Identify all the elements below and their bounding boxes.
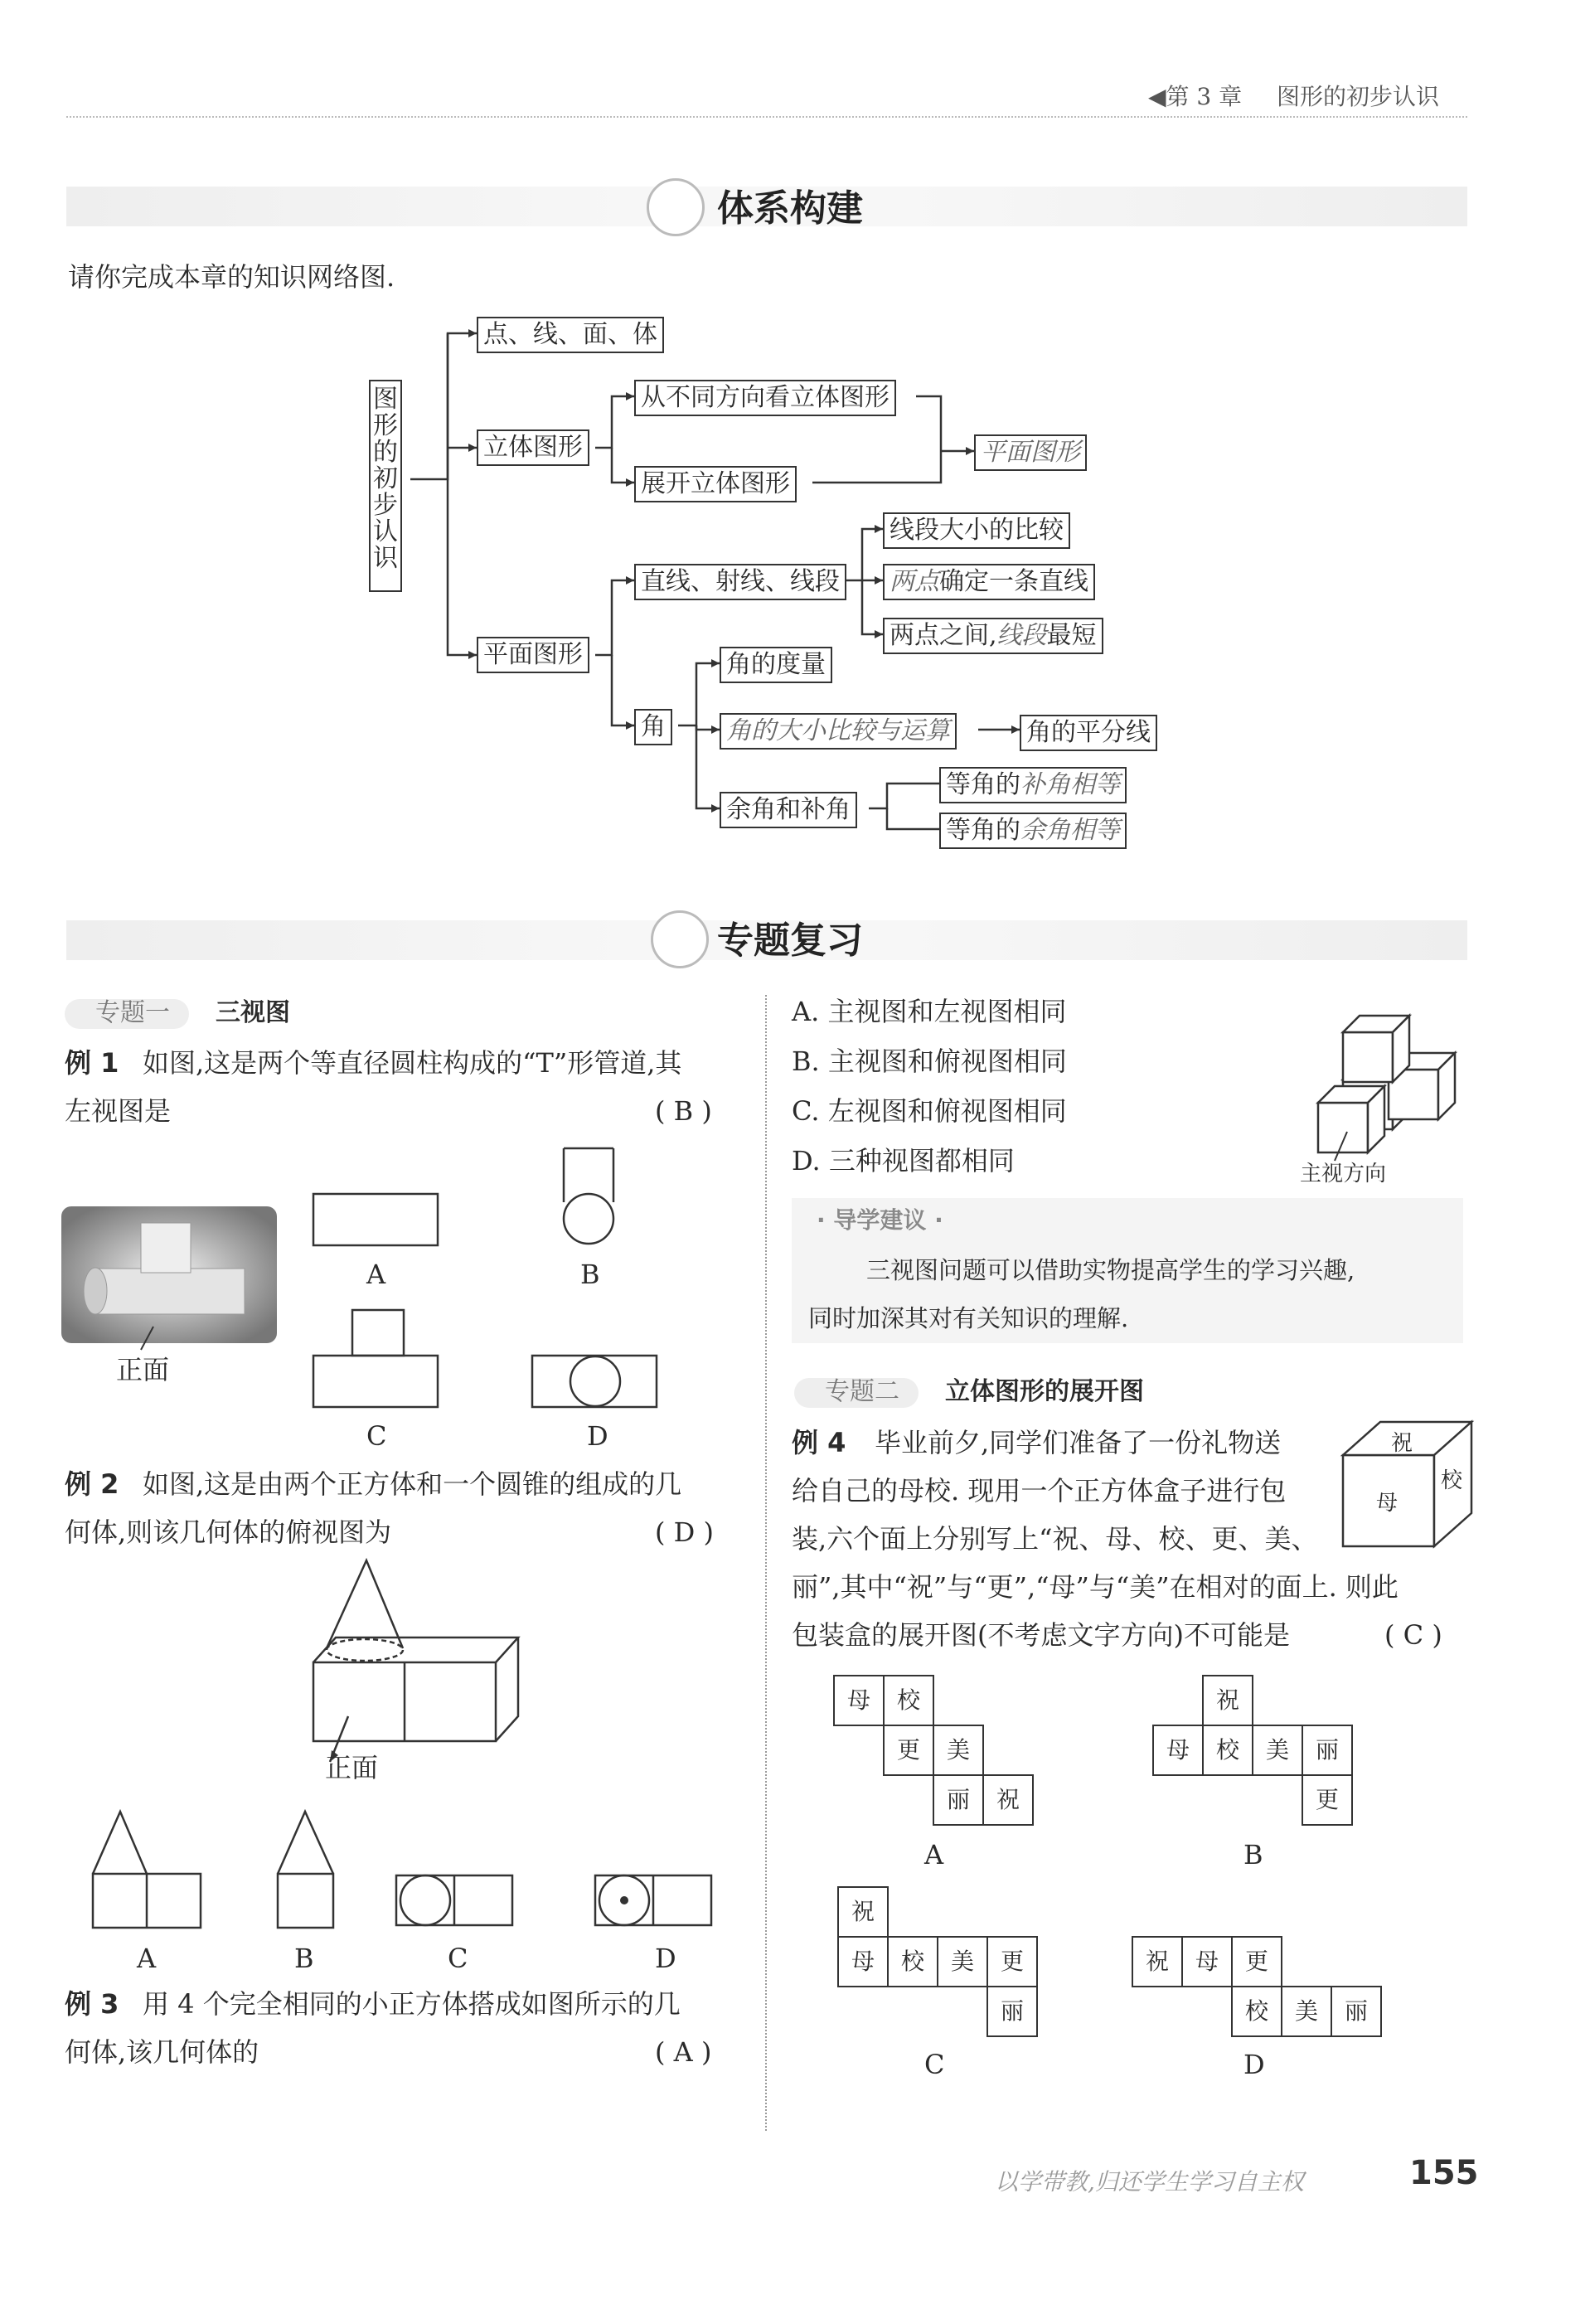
ex2-text-2: 何体,则该几何体的俯视图为 [65, 1516, 392, 1548]
ex3-label: 例 3 [65, 1988, 119, 2020]
netC-cell: 母 [837, 1936, 889, 1987]
ex3-choice-d[interactable]: D. 三种视图都相同 [792, 1145, 1015, 1177]
ex3-choice-c[interactable]: C. 左视图和俯视图相同 [792, 1095, 1067, 1127]
ex2-option-a[interactable]: A [137, 1943, 157, 1974]
ex3-answer: ( A ) [655, 2036, 712, 2068]
ex4-option-d[interactable]: D [1243, 2049, 1265, 2080]
netD-cell: 母 [1181, 1936, 1233, 1987]
netB-cell: 更 [1302, 1774, 1353, 1826]
guide-line-2: 同时加深其对有关知识的理解. [808, 1304, 1129, 1332]
netC-cell: 祝 [837, 1886, 889, 1938]
ex4-text-3: 装,六个面上分别写上“祝、母、校、更、美、 [792, 1523, 1318, 1555]
map-node-lines-rays: 直线、射线、线段 [634, 564, 846, 600]
ex2-label: 例 2 [65, 1468, 119, 1500]
ex3-text-2: 何体,该几何体的 [65, 2036, 259, 2068]
ex1-text-2: 左视图是 [65, 1095, 172, 1127]
ex1-option-c[interactable]: C [366, 1420, 387, 1452]
guide-line-1: 三视图问题可以借助实物提高学生的学习兴趣, [866, 1256, 1355, 1284]
ex2-fig-label: 正面 [325, 1752, 379, 1783]
netD-cell: 祝 [1132, 1936, 1183, 1987]
ex1-option-d[interactable]: D [587, 1420, 608, 1452]
netB-cell: 校 [1202, 1725, 1253, 1776]
ex3-choice-a[interactable]: A. 主视图和左视图相同 [792, 996, 1067, 1027]
ex2-text-1: 如图,这是由两个正方体和一个圆锥的组成的几 [143, 1468, 682, 1500]
netC-cell: 校 [887, 1936, 938, 1987]
netD-cell: 丽 [1331, 1986, 1382, 2037]
map-root: 图形的初步认识 [369, 380, 402, 592]
ex3-choice-b[interactable]: B. 主视图和俯视图相同 [792, 1046, 1067, 1077]
map-node-unfold: 展开立体图形 [634, 466, 797, 502]
netB-cell: 丽 [1302, 1725, 1353, 1776]
ex4-answer: ( C ) [1384, 1619, 1442, 1651]
netA-cell: 祝 [982, 1774, 1034, 1826]
netC-cell: 美 [937, 1936, 988, 1987]
netA-cell: 更 [883, 1725, 934, 1776]
netD-cell: 校 [1231, 1986, 1282, 2037]
netB-cell: 祝 [1202, 1675, 1253, 1726]
section-title: 体系构建 [717, 187, 863, 230]
map-node-compare-segments: 线段大小的比较 [883, 512, 1070, 549]
ex1-text-1: 如图,这是两个等直径圆柱构成的“T”形管道,其 [143, 1047, 682, 1079]
chapter-title: 图形的初步认识 [1277, 83, 1440, 110]
netA-cell: 美 [933, 1725, 984, 1776]
chapter-label: ◀第 3 章 [1148, 83, 1243, 110]
intro-text: 请你完成本章的知识网络图. [68, 261, 395, 293]
footer-slogan: 以学带教,归还学生学习自主权 [995, 2168, 1304, 2195]
ex1-label: 例 1 [65, 1047, 119, 1079]
netB-cell: 美 [1252, 1725, 1303, 1776]
ex4-text-5: 包装盒的展开图(不考虑文字方向)不可能是 [792, 1619, 1290, 1651]
map-node-complement: 余角和补角 [720, 792, 857, 828]
guide-title: · 导学建议 · [817, 1206, 943, 1234]
map-node-angle-measure: 角的度量 [720, 647, 832, 683]
cube-side-face: 校 [1441, 1468, 1463, 1493]
ex4-text-4: 丽”,其中“祝”与“更”,“母”与“美”在相对的面上. 则此 [792, 1571, 1399, 1603]
ex2-option-c[interactable]: C [448, 1943, 468, 1974]
ex2-option-b[interactable]: B [294, 1943, 314, 1974]
cube-top-face: 祝 [1391, 1431, 1413, 1456]
ex4-text-2: 给自己的母校. 现用一个正方体盒子进行包 [792, 1475, 1287, 1506]
ex4-option-b[interactable]: B [1243, 1839, 1263, 1870]
netD-cell: 美 [1281, 1986, 1332, 2037]
topic1-title: 三视图 [216, 998, 290, 1027]
map-node-angle: 角 [634, 709, 672, 745]
netB-cell: 母 [1152, 1725, 1204, 1776]
ex4-label: 例 4 [792, 1427, 846, 1458]
topic2-title: 立体图形的展开图 [945, 1377, 1144, 1406]
ex2-answer: ( D ) [655, 1516, 714, 1548]
netA-cell: 校 [883, 1675, 934, 1726]
netA-cell: 丽 [933, 1774, 984, 1826]
netD-cell: 更 [1231, 1936, 1282, 1987]
page-number: 155 [1409, 2154, 1479, 2192]
netC-cell: 更 [986, 1936, 1038, 1987]
map-node-plane: 平面图形 [477, 637, 589, 673]
section2-title: 专题复习 [717, 919, 863, 962]
ex2-option-d[interactable]: D [655, 1943, 676, 1974]
map-node-two-points: 两点确定一条直线 [883, 564, 1095, 600]
ex4-option-a[interactable]: A [924, 1839, 944, 1870]
map-node-views: 从不同方向看立体图形 [634, 380, 896, 416]
ex1-photo-label: 正面 [116, 1354, 170, 1385]
ex3-text-1: 用 4 个完全相同的小正方体搭成如图所示的几 [143, 1988, 681, 2020]
topic1-tag: 专题一 [95, 998, 170, 1027]
netC-cell: 丽 [986, 1986, 1038, 2037]
map-node-supplement-equal: 等角的补角相等 [939, 767, 1127, 803]
ex1-option-b[interactable]: B [580, 1259, 600, 1290]
netA-cell: 母 [833, 1675, 885, 1726]
map-node-complement-equal: 等角的余角相等 [939, 813, 1127, 849]
map-node-angle-compare: 角的大小比较与运算 [720, 713, 957, 750]
ex1-option-a[interactable]: A [366, 1259, 386, 1290]
ex4-option-c[interactable]: C [924, 2049, 945, 2080]
ex1-answer: ( B ) [655, 1095, 712, 1127]
map-node-bisector: 角的平分线 [1020, 715, 1157, 751]
ex3-fig-label: 主视方向 [1300, 1162, 1387, 1186]
map-node-solids: 立体图形 [477, 429, 589, 466]
ex4-text-1: 毕业前夕,同学们准备了一份礼物送 [875, 1427, 1282, 1458]
topic2-tag: 专题二 [825, 1377, 899, 1406]
map-node-plane-answer: 平面图形 [974, 434, 1087, 471]
map-node-points-lines: 点、线、面、体 [477, 317, 664, 353]
map-node-shortest: 两点之间,线段最短 [883, 618, 1103, 654]
cube-front-face: 母 [1376, 1491, 1399, 1516]
